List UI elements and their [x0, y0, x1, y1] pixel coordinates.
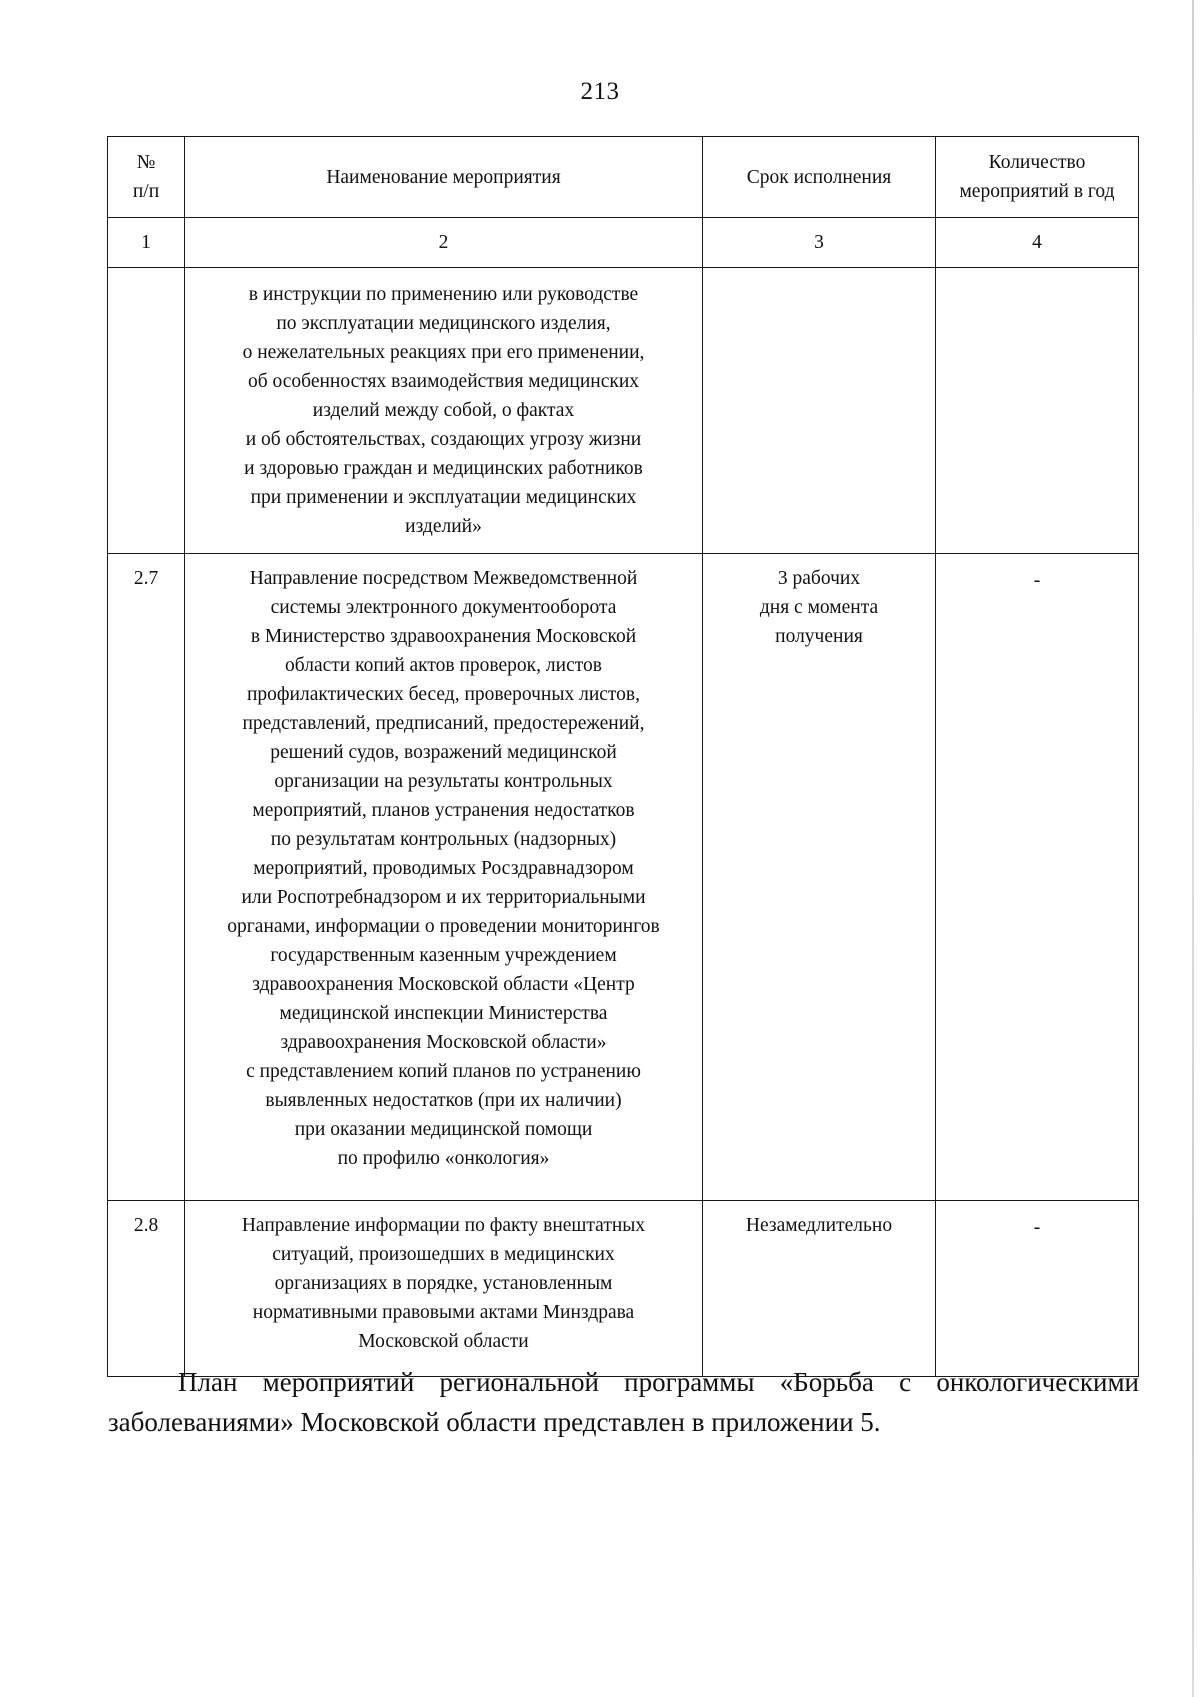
cell-text-line: системы электронного документооборота: [270, 597, 617, 618]
header-count-line: Количество: [988, 152, 1086, 173]
row-num: 2.8: [108, 1201, 185, 1377]
header-num-line: №: [136, 152, 156, 173]
cell-text-line: и здоровью граждан и медицинских работников: [244, 458, 643, 479]
cell-text-line: мероприятий, проводимых Росздравнадзором: [253, 858, 634, 879]
cell-text-line: или Роспотребнадзором и их территориальными: [241, 887, 646, 908]
row-count: [936, 268, 1139, 554]
cell-text-line: ситуаций, произошедших в медицинских: [272, 1244, 615, 1265]
header-count-line: мероприятий в год: [959, 181, 1115, 202]
table-row: [108, 1201, 1139, 1377]
footer-paragraph: [108, 1362, 1139, 1442]
column-number: 2: [185, 218, 703, 268]
cell-text-line: об особенностях взаимодействия медицинских: [247, 371, 640, 392]
cell-text-line: по эксплуатации медицинского изделия,: [276, 313, 611, 334]
cell-text-line: Направление информации по факту внештатных: [241, 1215, 646, 1236]
cell-text-line: медицинской инспекции Министерства: [279, 1003, 608, 1024]
cell-text-line: решений судов, возражений медицинской: [270, 742, 617, 763]
cell-text-line: Московской области: [358, 1331, 529, 1352]
cell-text-line: изделий между собой, о фактах: [312, 400, 575, 421]
cell-text-line: 3 рабочих: [777, 568, 861, 589]
cell-text-line: по профилю «онкология»: [337, 1148, 550, 1169]
cell-text-line: при оказании медицинской помощи: [294, 1119, 593, 1140]
scan-edge: [1192, 0, 1194, 1697]
cell-text-line: о нежелательных реакциях при его применении,: [242, 342, 645, 363]
cell-text-line: государственным казенным учреждением: [270, 945, 617, 966]
table-row: [108, 268, 1139, 554]
row-deadline: [703, 1201, 936, 1377]
table-header-row: [108, 137, 1139, 218]
cell-text-line: нормативными правовыми актами Минздрава: [252, 1302, 635, 1323]
cell-text-line: по результатам контрольных (надзорных): [270, 829, 617, 850]
row-num: [108, 268, 185, 554]
column-number: 1: [108, 218, 185, 268]
column-number: 3: [703, 218, 936, 268]
cell-text-line: в Министерство здравоохранения Московской: [250, 626, 637, 647]
row-deadline: [703, 268, 936, 554]
cell-text-line: организации на результаты контрольных: [274, 771, 613, 792]
header-name: Наименование мероприятия: [185, 137, 703, 218]
row-deadline: [703, 554, 936, 1201]
cell-text-line: здравоохранения Московской области»: [280, 1032, 607, 1053]
row-count-value: -: [1033, 570, 1041, 591]
footer-paragraph-text: План мероприятий региональной программы «Борьба с онкологическими заболеваниями» Московской области представлен в приложении 5.: [108, 1367, 1139, 1437]
header-num: [108, 137, 185, 218]
cell-text-line: профилактических бесед, проверочных листов,: [246, 684, 641, 705]
cell-text-line: с представлением копий планов по устранению: [246, 1061, 641, 1082]
cell-text-line: и об обстоятельствах, создающих угрозу жизни: [245, 429, 642, 450]
header-count: [936, 137, 1139, 218]
row-count-value: -: [1033, 1217, 1041, 1238]
column-number-row: [108, 218, 1139, 268]
table-row: [108, 554, 1139, 1201]
row-num: 2.7: [108, 554, 185, 1201]
cell-text-line: области копий актов проверок, листов: [285, 655, 602, 676]
row-count: [936, 1201, 1139, 1377]
cell-text-line: при применении и эксплуатации медицинских: [250, 487, 637, 508]
cell-text-line: выявленных недостатков (при их наличии): [265, 1090, 622, 1111]
page-number: 213: [580, 78, 620, 105]
row-name: [185, 268, 703, 554]
cell-text-line: мероприятий, планов устранения недостатков: [252, 800, 635, 821]
cell-text-line: Направление посредством Межведомственной: [249, 568, 638, 589]
cell-text-line: здравоохранения Московской области «Центр: [252, 974, 635, 995]
header-num-line: п/п: [132, 181, 160, 202]
column-number: 4: [936, 218, 1139, 268]
cell-text-line: представлений, предписаний, предостережений,: [242, 713, 645, 734]
cell-text-line: в инструкции по применению или руководстве: [248, 284, 639, 305]
cell-text-line: организациях в порядке, установленным: [274, 1273, 613, 1294]
row-count-value: [944, 280, 1130, 282]
cell-text-line: дня с момента: [759, 597, 879, 618]
header-deadline: Срок исполнения: [703, 137, 936, 218]
cell-text-line: изделий»: [405, 516, 482, 537]
activities-table: [107, 136, 1139, 1377]
cell-text-line: органами, информации о проведении мониторингов: [227, 916, 660, 937]
row-name: [185, 554, 703, 1201]
row-name: [185, 1201, 703, 1377]
cell-text-line: Незамедлительно: [745, 1215, 893, 1236]
row-count: [936, 554, 1139, 1201]
cell-text-line: получения: [775, 626, 863, 647]
